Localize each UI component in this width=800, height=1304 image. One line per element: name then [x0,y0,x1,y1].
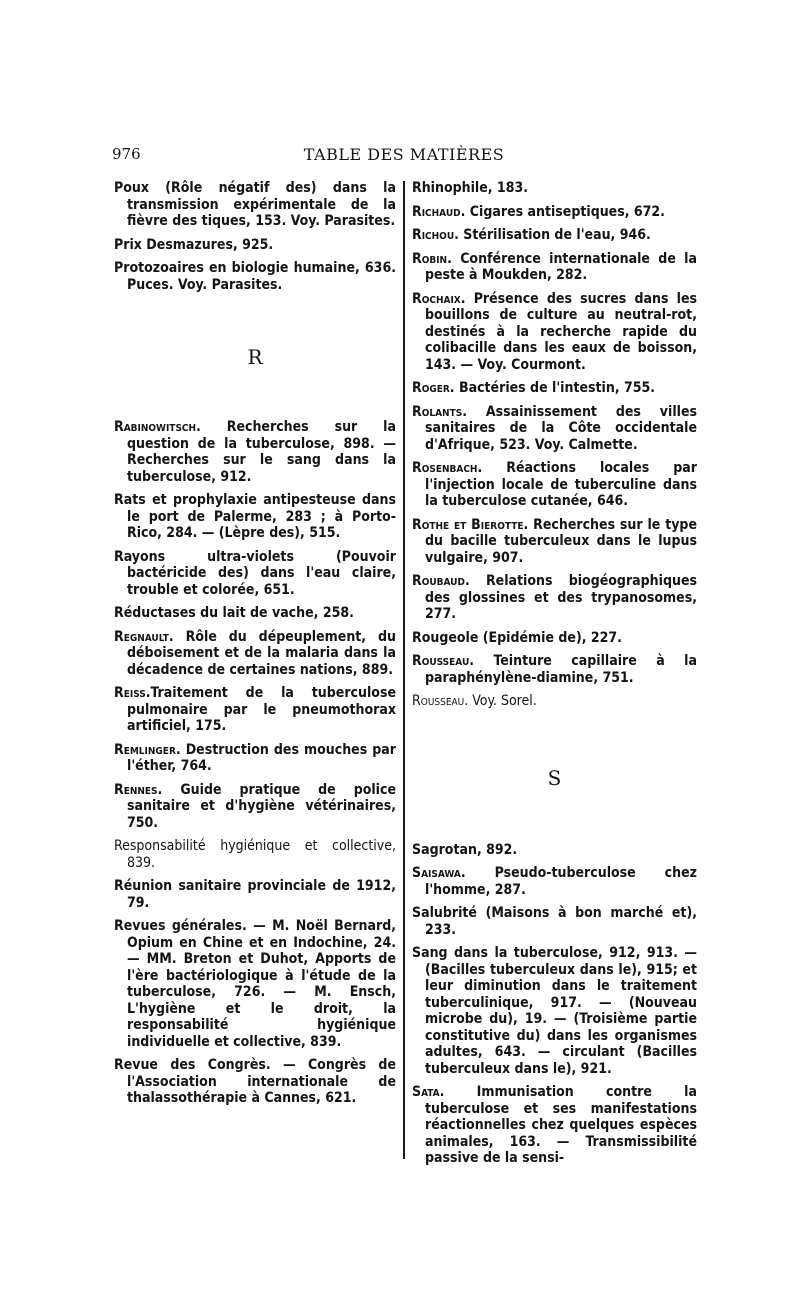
entry-author: Rabinowitsch. [114,419,201,435]
index-entry [114,742,396,775]
section-letter: R [247,345,263,369]
index-entry [412,380,697,397]
index-column-left [114,180,396,1114]
entry-author: Saisawa. [412,865,466,881]
entry-text: Sagrotan, 892. [412,841,518,858]
index-entry [412,865,697,898]
index-entry [412,180,697,197]
index-entry [412,291,697,374]
entry-text: Rhinophile, 183. [412,180,529,196]
entry-text: Protozoaires en biologie humaine, 636. Puces. Voy. Parasites. [114,260,396,293]
entry-text: Destruction des mouches par l'éther, 764. [127,741,396,774]
entry-author: Rolants. [412,403,467,420]
index-entry [412,573,697,623]
index-entry [114,629,396,679]
entry-author: Sata. [412,1084,445,1100]
section-letter: S [547,765,562,790]
entry-text: Poux (Rôle négatif des) dans la transmission expérimentale de la fièvre des tiques, 153. Voy. Parasites. [114,180,396,229]
index-entry [412,204,697,221]
entry-author: Rosenbach. [412,460,483,476]
column-divider [403,181,405,1159]
index-entry [114,180,396,230]
index-entry [412,653,697,686]
entry-author: Rousseau. [412,693,469,709]
entry-author: Roger. [412,380,455,396]
entry-text: Présence des sucres dans les bouillons de culture au neutral-rot, destinés à la recherche rapide du colibacille dans les eaux de boisson, 143. — Voy. Courmont. [425,290,697,373]
index-entry [114,419,396,485]
index-entry [114,918,396,1050]
index-entry [412,460,697,510]
entry-author: Roubaud. [412,573,470,589]
index-entry [114,685,396,735]
entry-text: Rayons ultra-violets (Pouvoir bactéricide des) dans l'eau claire, trouble et colorée, 651. [114,548,396,598]
index-entry [412,905,697,938]
entry-author: Richaud. [412,203,466,220]
page-number: 976 [112,145,141,163]
entry-text: Cigares antiseptiques, 672. [465,203,665,220]
index-entry [114,260,396,293]
index-entry [412,517,697,567]
entry-author: Richou. [412,227,459,243]
index-entry [412,251,697,284]
index-entry [114,878,396,911]
index-entry [114,492,396,542]
index-entry [114,838,396,871]
entry-author: Regnault. [114,628,174,645]
index-entry [412,842,697,859]
entry-text: Recherches sur le type du bacille tuberculeux dans le lupus vulgaire, 907. [425,516,697,566]
entry-author: Rousseau. [412,653,475,669]
entry-text: Relations biogéographiques des glossines et des trypanosomes, 277. [425,573,697,622]
index-entry [412,1084,697,1167]
entry-text: Guide pratique de police sanitaire et d'hygiène vétérinaires, 750. [127,781,396,831]
entry-text: Rougeole (Epidémie de), 227. [412,629,622,646]
entry-text: Teinture capillaire à la paraphénylène-diamine, 751. [425,653,697,686]
entry-text: Conférence internationale de la peste à Moukden, 282. [425,250,697,283]
entry-text: Réactions locales par l'injection locale de tuberculine dans la tuberculose cutanée, 646. [425,460,697,509]
running-header [112,145,696,167]
entry-author: Remlinger. [114,741,181,758]
index-entry [114,549,396,599]
entry-author: Robin. [412,250,452,267]
entry-text: Prix Desmazures, 925. [114,236,274,253]
entry-text: Recherches sur la question de la tuberculose, 898. — Recherches sur le sang dans la tuberculose, 912. [127,419,396,485]
entry-text: Stérilisation de l'eau, 946. [458,227,651,243]
entry-text: Traitement de la tuberculose pulmonaire par le pneumothorax artificiel, 175. [127,685,396,734]
index-entry [114,605,396,622]
entry-text: Réductases du lait de vache, 258. [114,605,354,621]
entry-text: Immunisation contre la tuberculose et ses manifestations réactionnelles chez quelques espèces animales, 163. — Transmissibilité passive de la sensi- [425,1084,697,1166]
entry-text: Revues générales. — M. Noël Bernard, Opium en Chine et en Indochine, 24. — MM. Breton et Duhot, Apports de l'ère bactériologique à l'étude de la tuberculose, 726. — M. Ensch, L'hygiène et le droit, la responsabilité hygiénique individuelle et collective, 839. [114,918,396,1050]
entry-text: Bactéries de l'intestin, 755. [454,380,656,396]
entry-text: Assainissement des villes sanitaires de la Côte occidentale d'Afrique, 523. Voy. Calmette. [425,403,697,453]
page-title: TABLE DES MATIÈRES [303,145,505,164]
index-entry [114,1057,396,1107]
entry-author: Reiss. [114,685,151,701]
entry-text: Rôle du dépeuplement, du déboisement et de la malaria dans la décadence de certaines nations, 889. [127,628,396,678]
entry-text: Sang dans la tuberculose, 912, 913. — (Bacilles tuberculeux dans le), 915; et leur diminution dans le traitement tuberculinique, 917. — (Nouveau microbe du), 19. — (Troisième partie constitutive du) dans les organismes adultes, 643. — circulant (Bacilles tuberculeux dans le), 921. [412,945,697,1077]
entry-text: Revue des Congrès. — Congrès de l'Association internationale de thalassothérapie à Cannes, 621. [114,1057,396,1106]
entry-text: Réunion sanitaire provinciale de 1912, 79. [114,878,396,911]
index-entry [412,630,697,647]
index-entry [412,945,697,1077]
entry-text: Responsabilité hygiénique et collective, 839. [114,838,396,871]
entry-text: Pseudo-tuberculose chez l'homme, 287. [425,865,697,898]
index-column-right [412,180,697,1174]
entry-author: Rochaix. [412,290,466,307]
index-entry [412,404,697,454]
index-entry [114,237,396,254]
entry-author: Rothe et Bierotte. [412,516,529,533]
index-entry [412,693,697,710]
entry-text: Salubrité (Maisons à bon marché et), 233. [412,905,697,938]
index-entry [412,227,697,244]
entry-text: Rats et prophylaxie antipesteuse dans le port de Palerme, 283 ; à Porto-Rico, 284. — (Lèpre des), 515. [114,492,396,541]
entry-text: Voy. Sorel. [468,693,537,709]
index-entry [114,782,396,832]
entry-author: Rennes. [114,781,163,798]
